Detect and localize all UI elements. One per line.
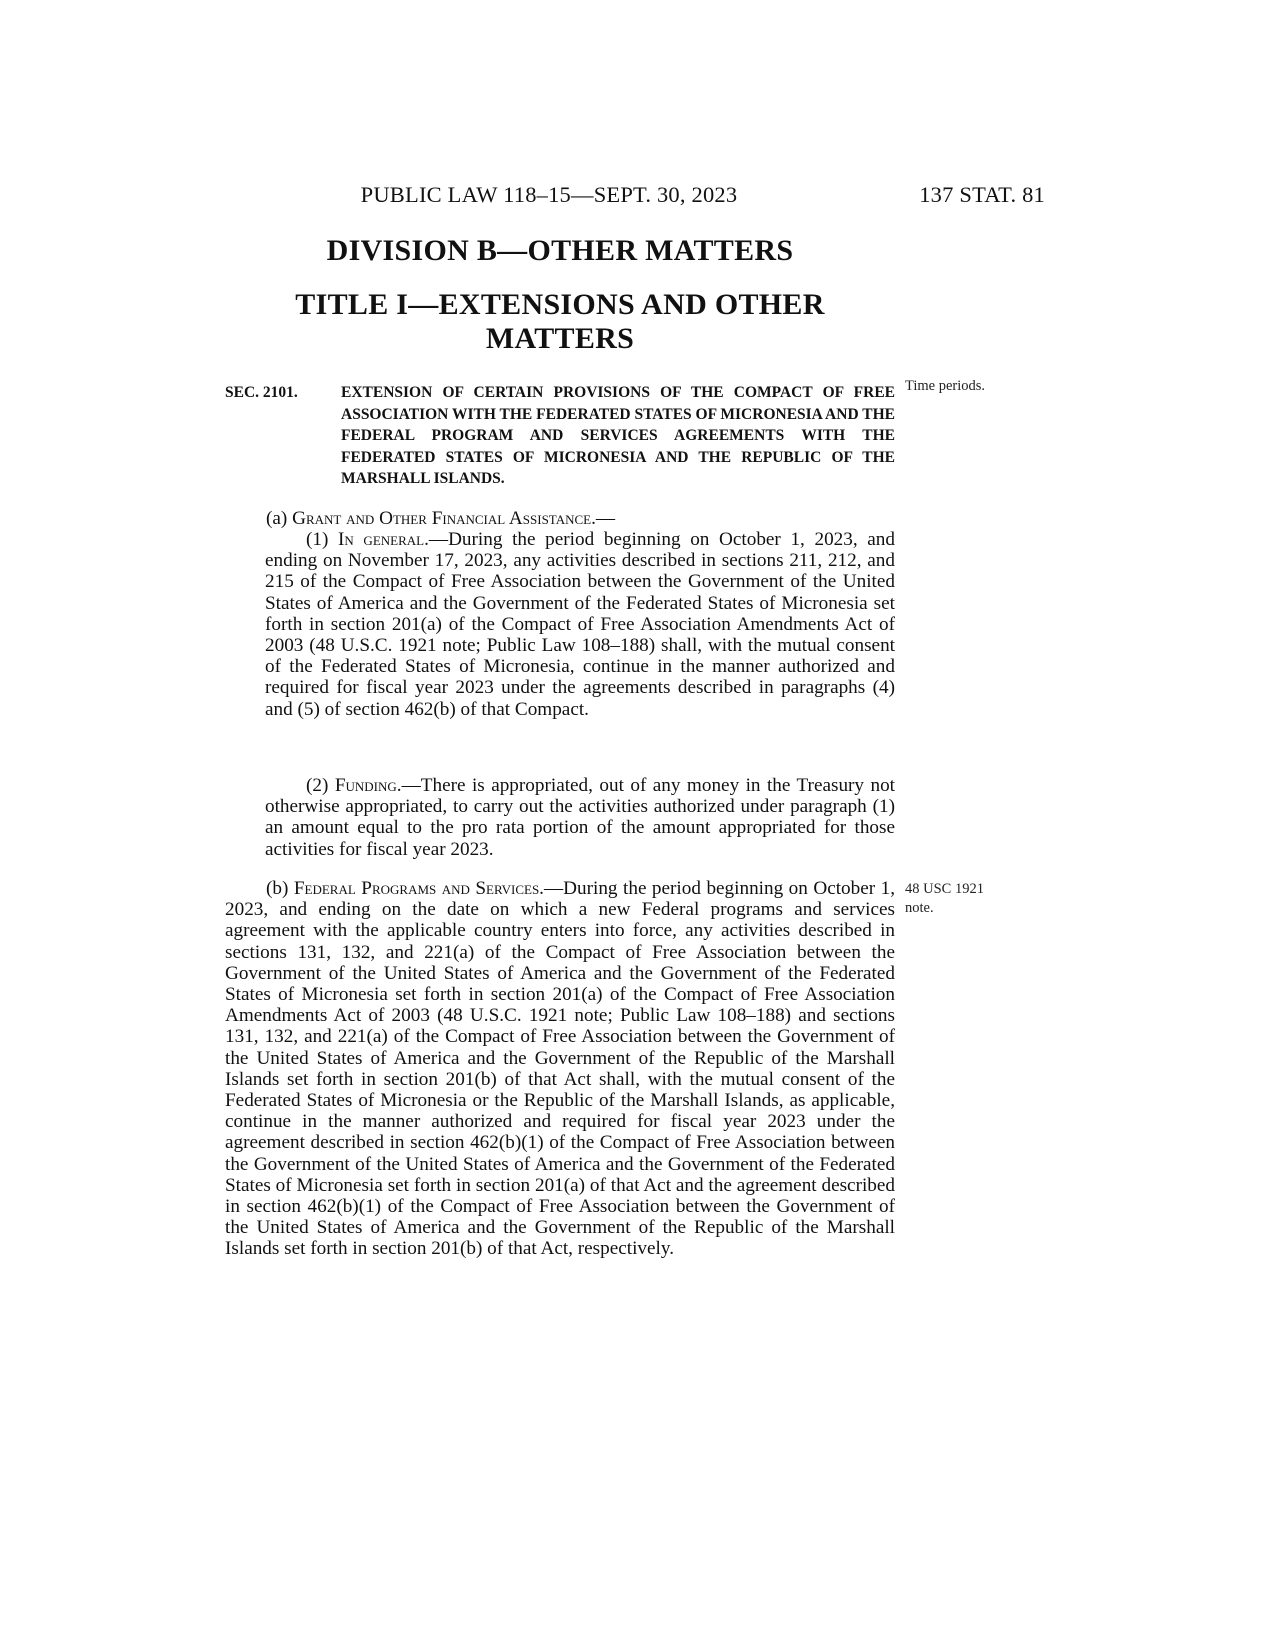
paragraph-a-2-designation: (2) [306,775,329,796]
title-heading-line-2: MATTERS [485,322,635,355]
subsection-b [225,878,895,1260]
title-heading [225,288,895,356]
subsection-b-designation: (b) [266,878,289,899]
paragraph-a-1-heading: In general. [338,529,429,550]
statute-page-number: 137 STAT. 81 [919,182,1045,207]
section-title: EXTENSION OF CERTAIN PROVISIONS OF THE COMPACT OF FREE ASSOCIATION WITH THE FEDERATED STATES OF MICRONESIA AND THE FEDERAL PROGRAM AND SERVICES AGREEMENTS WITH THE FEDERATED STATES OF MICRONESIA AND THE REPUBLIC OF THE MARSHALL ISLANDS. [341,384,895,487]
paragraph-a-2-heading: Funding. [334,775,402,796]
division-heading: DIVISION B—OTHER MATTERS [326,234,794,267]
title-heading-line-1: TITLE I—EXTENSIONS AND OTHER [295,288,825,321]
paragraph-a-1-designation: (1) [306,529,329,550]
margin-note-usc-line-1: 48 USC 1921 [905,881,984,897]
subsection-b-heading: Federal Programs and Services. [293,878,544,899]
paragraph-a-2 [265,775,895,860]
paragraph-a-1-text: —During the period beginning on October 1, 2023, and ending on November 17, 2023, any activities described in sections 211, 212, and 215 of the Compact of Free Association between the Government of the United States of America and the Government of the Federated States of Micronesia set forth in section 201(a) of the Compact of Free Association Amendments Act of 2003 (48 U.S.C. 1921 note; Public Law 108–188) shall, with the mutual consent of the Federated States of Micronesia, continue in the manner authorized and required for fiscal year 2023 under the agreements described in paragraphs (4) and (5) of section 462(b) of that Compact. [265,529,895,720]
public-law-citation: PUBLIC LAW 118–15—SEPT. 30, 2023 [360,182,738,207]
margin-note-usc-citation [905,880,1025,918]
section-heading [225,382,895,490]
section-number: SEC. 2101. [225,384,298,401]
subsection-b-text: —During the period beginning on October 1, 2023, and ending on the date on which a new Federal programs and services agreement with the applicable country enters into force, any activities described in sections 131, 132, and 221(a) of the Compact of Free Association between the Government of the United States of America and the Government of the Federated States of Micronesia set forth in section 201(a) of the Compact of Free Association Amendments Act of 2003 (48 U.S.C. 1921 note; Public Law 108–188) and sections 131, 132, and 221(a) of the Compact of Free Association between the Government of the United States of America and the Government of the Republic of the Marshall Islands set forth in section 201(b) of that Act shall, with the mutual consent of the Federated States of Micronesia or the Republic of the Marshall Islands, as applicable, continue in the manner authorized and required for fiscal year 2023 under the agreement described in section 462(b)(1) of the Compact of Free Association between the Government of the United States of America and the Government of the Federated States of Micronesia set forth in section 201(a) of that Act and the agreement described in section 462(b)(1) of the Compact of Free Association between the Government of the United States of America and the Government of the Republic of the Marshall Islands set forth in section 201(b) of that Act, respectively. [225,878,896,1260]
subsection-a-heading [266,508,895,529]
margin-note-time-periods: Time periods. [905,378,986,394]
running-head [225,182,1045,212]
margin-note-usc-line-2: note. [905,900,934,916]
paragraph-a-2-text: —There is appropriated, out of any money in the Treasury not otherwise appropriated, to carry out the activities authorized under paragraph (1) an amount equal to the pro rata portion of the amount appropriated for those activities for fiscal year 2023. [265,775,895,860]
paragraph-a-1 [265,529,895,720]
subsection-a-title: Grant and Other Financial Assistance.— [292,508,616,529]
subsection-a-designation: (a) [266,508,288,529]
